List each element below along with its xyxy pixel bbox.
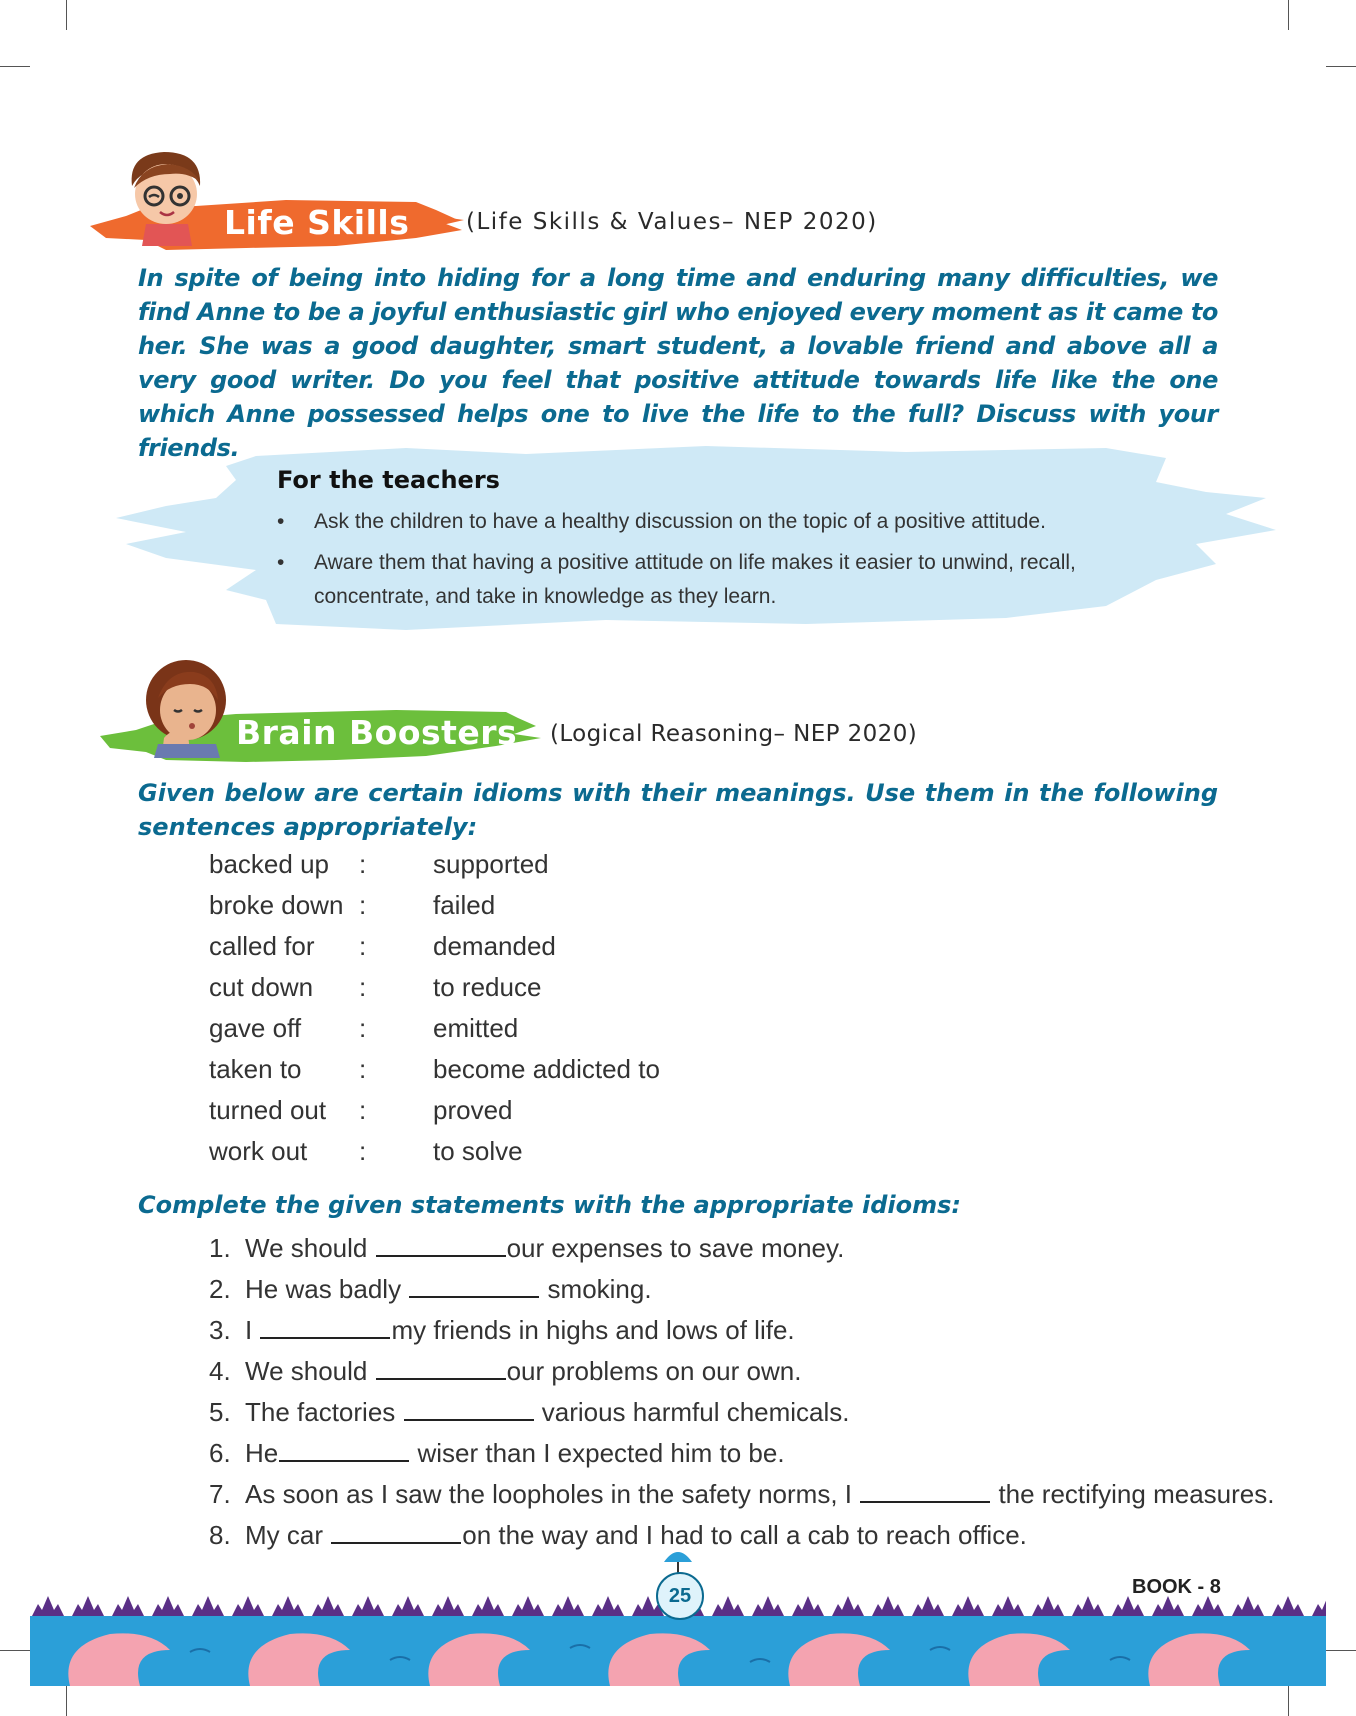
idiom-meaning: supported (433, 849, 549, 879)
idiom-term: backed up (209, 849, 329, 879)
crop-mark (66, 1686, 67, 1716)
idiom-meaning: demanded (433, 931, 556, 961)
idiom-meaning: become addicted to (433, 1054, 660, 1084)
statement-after: on the way and I had to call a cab to reach office. (462, 1520, 1027, 1550)
life-skills-prompt: In spite of being into hiding for a long time and enduring many difficulties, we find Anne to be a joyful enthusiastic girl who enjoyed every moment as it came to her. She was a good daughter, smart student, a lovable friend and above all a very good writer. Do you feel that positive attitude towards life like the one which Anne possessed helps one to live the life to the full? Discuss with your friends. (138, 264, 1218, 462)
statement-item (209, 1274, 652, 1314)
idiom-colon: : (359, 972, 367, 1002)
statement-before: We should (245, 1356, 375, 1386)
idiom-term: turned out (209, 1095, 327, 1125)
idiom-meaning: emitted (433, 1013, 519, 1043)
statement-before: He was badly (245, 1274, 409, 1304)
statement-before: I (245, 1315, 260, 1345)
idiom-colon: : (359, 849, 367, 879)
idiom-meaning: failed (433, 890, 496, 920)
idiom-meaning: proved (433, 1095, 513, 1125)
statement-before: As soon as I saw the loopholes in the safety norms, I (245, 1479, 860, 1509)
idiom-term: called for (209, 931, 315, 961)
idiom-colon: : (359, 1095, 367, 1125)
statement-item (209, 1233, 844, 1273)
statement-item (209, 1315, 795, 1355)
boy-avatar-icon (118, 146, 214, 246)
bullet-text: Ask the children to have a healthy discussion on the topic of a positive attitude. (314, 510, 1046, 533)
statement-after: my friends in highs and lows of life. (391, 1315, 795, 1345)
answer-blank[interactable] (404, 1397, 534, 1421)
statement-after: our expenses to save money. (506, 1233, 845, 1263)
statement-after: our problems on our own. (506, 1356, 802, 1386)
crop-mark (66, 0, 67, 30)
idiom-meaning: to solve (433, 1136, 523, 1166)
brain-boosters-subtitle: (Logical Reasoning– NEP 2020) (550, 721, 918, 747)
teachers-note-title: For the teachers (277, 466, 500, 494)
statement-number: 8. (209, 1520, 231, 1550)
statement-number: 5. (209, 1397, 231, 1427)
idiom-colon: : (359, 890, 367, 920)
statement-item (209, 1397, 850, 1437)
statement-before: The factories (245, 1397, 403, 1427)
statement-before: He (245, 1438, 279, 1468)
statement-item (209, 1479, 1274, 1519)
answer-blank[interactable] (409, 1274, 539, 1298)
crop-mark (0, 66, 30, 67)
statement-number: 6. (209, 1438, 231, 1468)
bullet-dot: • (277, 510, 285, 533)
statement-number: 1. (209, 1233, 231, 1263)
idiom-colon: : (359, 1013, 367, 1043)
idiom-colon: : (359, 931, 367, 961)
crop-mark (1288, 1686, 1289, 1716)
statement-before: We should (245, 1233, 375, 1263)
book-label: BOOK - 8 (1132, 1576, 1221, 1598)
brain-boosters-prompt: Given below are certain idioms with their meanings. Use them in the following sentences appropriately: (138, 779, 1218, 841)
idiom-meaning: to reduce (433, 972, 542, 1002)
idiom-term: taken to (209, 1054, 302, 1084)
statement-number: 7. (209, 1479, 231, 1509)
idiom-term: cut down (209, 972, 314, 1002)
statement-after: various harmful chemicals. (534, 1397, 850, 1427)
answer-blank[interactable] (376, 1356, 506, 1380)
statement-item (209, 1520, 1027, 1560)
teachers-bullet (277, 546, 1177, 616)
statement-before: My car (245, 1520, 331, 1550)
statement-after: wiser than I expected him to be. (410, 1438, 785, 1468)
statement-number: 2. (209, 1274, 231, 1304)
page-number: 25 (656, 1572, 704, 1620)
girl-avatar-icon (138, 654, 236, 758)
crop-mark (1326, 1650, 1356, 1651)
idiom-term: broke down (209, 890, 344, 920)
crop-mark (1326, 66, 1356, 67)
bullet-dot: • (277, 551, 285, 574)
idiom-colon: : (359, 1136, 367, 1166)
answer-blank[interactable] (860, 1479, 990, 1503)
statement-number: 4. (209, 1356, 231, 1386)
statements-prompt: Complete the given statements with the appropriate idioms: (138, 1191, 961, 1219)
statement-after: smoking. (540, 1274, 652, 1304)
life-skills-subtitle: (Life Skills & Values– NEP 2020) (466, 209, 878, 235)
statement-item (209, 1356, 801, 1396)
idiom-term: gave off (209, 1013, 302, 1043)
idiom-term: work out (209, 1136, 308, 1166)
statement-after: the rectifying measures. (991, 1479, 1275, 1509)
answer-blank[interactable] (331, 1520, 461, 1544)
statement-item (209, 1438, 785, 1478)
answer-blank[interactable] (279, 1438, 409, 1462)
answer-blank[interactable] (376, 1233, 506, 1257)
answer-blank[interactable] (260, 1315, 390, 1339)
life-skills-title: Life Skills (224, 203, 410, 242)
idiom-colon: : (359, 1054, 367, 1084)
crop-mark (1288, 0, 1289, 30)
brain-boosters-title: Brain Boosters (236, 713, 518, 752)
crop-mark (0, 1650, 30, 1651)
teachers-bullet (277, 505, 1177, 541)
bullet-text: Aware them that having a positive attitude on life makes it easier to unwind, recall, concentrate, and take in knowledge as they learn. (314, 551, 1076, 608)
statement-number: 3. (209, 1315, 231, 1345)
